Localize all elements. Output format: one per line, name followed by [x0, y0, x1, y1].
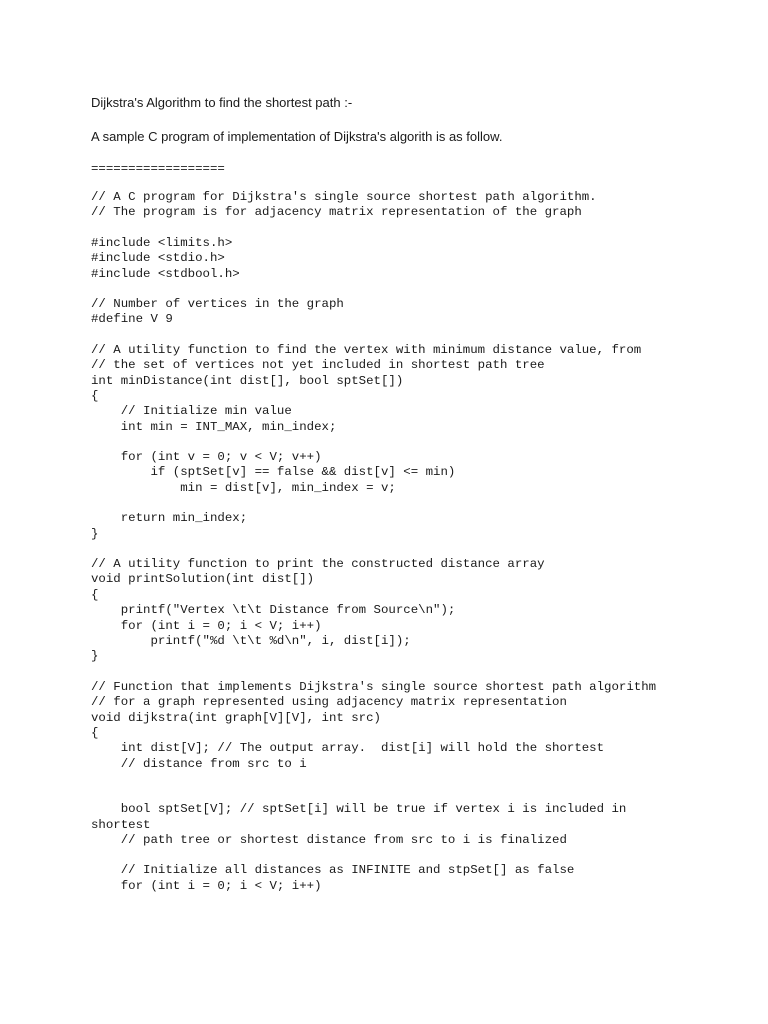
- code-line: #include <stdio.h>: [91, 251, 225, 266]
- code-line: bool sptSet[V]; // sptSet[i] will be true if vertex i is included in: [91, 802, 627, 817]
- code-line: int dist[V]; // The output array. dist[i] will hold the shortest: [91, 741, 605, 756]
- code-line: }: [91, 526, 99, 541]
- code-line: [91, 435, 656, 450]
- code-line: shortest: [91, 817, 151, 832]
- code-line: [91, 328, 656, 343]
- code-line: #include <limits.h>: [91, 235, 233, 250]
- code-line: for (int i = 0; i < V; i++): [91, 878, 322, 893]
- code-line: [91, 542, 656, 557]
- code-line: return min_index;: [91, 511, 248, 526]
- code-line: // The program is for adjacency matrix representation of the graph: [91, 205, 582, 220]
- code-line: [91, 221, 656, 236]
- code-line: // distance from src to i: [91, 756, 307, 771]
- code-line: // Number of vertices in the graph: [91, 296, 344, 311]
- document-heading: Dijkstra's Algorithm to find the shortest path :-: [91, 95, 353, 110]
- code-block: [91, 190, 656, 894]
- code-line: [91, 772, 656, 787]
- code-line: void printSolution(int dist[]): [91, 572, 315, 587]
- separator-line: ==================: [91, 162, 225, 176]
- code-line: // Initialize min value: [91, 404, 292, 419]
- code-line: printf("Vertex \t\t Distance from Source\n");: [91, 603, 456, 618]
- code-line: {: [91, 725, 99, 740]
- code-line: if (sptSet[v] == false && dist[v] <= min): [91, 465, 456, 480]
- code-line: // Initialize all distances as INFINITE and stpSet[] as false: [91, 863, 575, 878]
- code-line: [91, 665, 656, 680]
- code-line: for (int v = 0; v < V; v++): [91, 450, 322, 465]
- code-line: int minDistance(int dist[], bool sptSet[]): [91, 373, 404, 388]
- code-line: printf("%d \t\t %d\n", i, dist[i]);: [91, 633, 411, 648]
- code-line: {: [91, 587, 99, 602]
- code-line: min = dist[v], min_index = v;: [91, 480, 396, 495]
- code-line: int min = INT_MAX, min_index;: [91, 419, 337, 434]
- code-line: for (int i = 0; i < V; i++): [91, 618, 322, 633]
- intro-paragraph: A sample C program of implementation of Dijkstra's algorith is as follow.: [91, 129, 503, 144]
- code-line: // A C program for Dijkstra's single source shortest path algorithm.: [91, 190, 597, 204]
- code-line: void dijkstra(int graph[V][V], int src): [91, 710, 381, 725]
- code-line: // for a graph represented using adjacency matrix representation: [91, 695, 567, 710]
- code-line: // path tree or shortest distance from src to i is finalized: [91, 832, 567, 847]
- code-line: [91, 787, 656, 802]
- code-line: }: [91, 649, 99, 664]
- code-line: [91, 496, 656, 511]
- code-line: // Function that implements Dijkstra's single source shortest path algorithm: [91, 679, 657, 694]
- code-line: {: [91, 388, 99, 403]
- code-line: // A utility function to find the vertex with minimum distance value, from: [91, 342, 642, 357]
- code-line: #include <stdbool.h>: [91, 266, 240, 281]
- code-line: [91, 848, 656, 863]
- code-line: [91, 282, 656, 297]
- code-line: #define V 9: [91, 312, 173, 327]
- code-line: // the set of vertices not yet included in shortest path tree: [91, 358, 545, 373]
- code-line: // A utility function to print the constructed distance array: [91, 557, 545, 572]
